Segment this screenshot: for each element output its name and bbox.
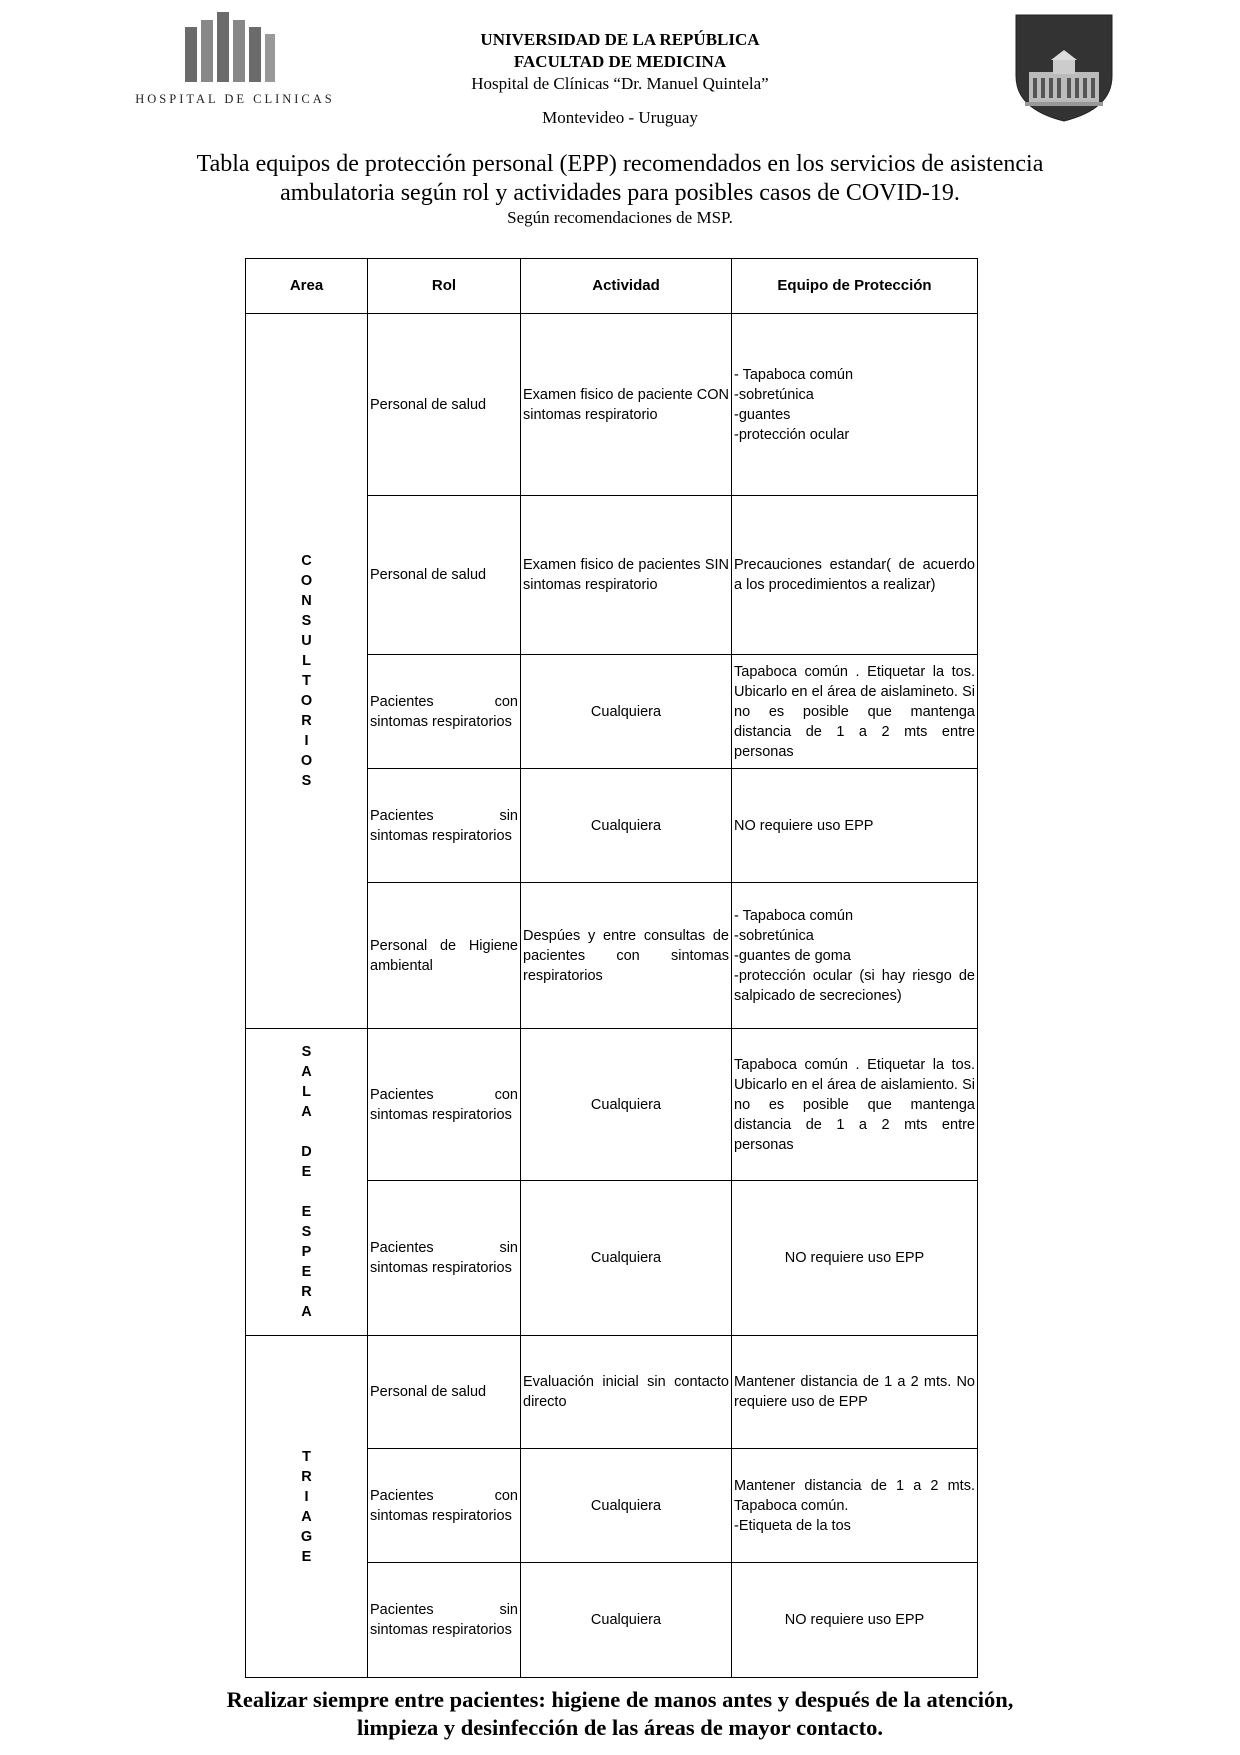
university-crest-icon bbox=[1015, 14, 1113, 122]
document-subtitle: Según recomendaciones de MSP. bbox=[507, 208, 733, 227]
table-header-row bbox=[246, 259, 978, 314]
cell-rol: Pacientes sin sintomas respiratorios bbox=[368, 769, 521, 883]
cell-rol: Personal de Higiene ambiental bbox=[368, 883, 521, 1029]
hospital-logo-bars-icon bbox=[185, 12, 275, 82]
area-triage: T R I A G E bbox=[246, 1336, 368, 1678]
cell-equipo: NO requiere uso EPP bbox=[732, 769, 978, 883]
title-line-2: ambulatoria según rol y actividades para posibles casos de COVID-19. bbox=[280, 180, 960, 206]
cell-equipo: Mantener distancia de 1 a 2 mts. No requiere uso de EPP bbox=[732, 1336, 978, 1449]
cell-equipo: Tapaboca común . Etiquetar la tos. Ubicarlo en el área de aislamineto. Si no es posible que mantenga distancia de 1 a 2 mts entre personas bbox=[732, 655, 978, 769]
city-name: Montevideo - Uruguay bbox=[542, 108, 698, 127]
table-row bbox=[246, 1029, 978, 1181]
cell-rol: Pacientes con sintomas respiratorios bbox=[368, 1449, 521, 1563]
title-line-1: Tabla equipos de protección personal (EPP) recomendados en los servicios de asistencia bbox=[196, 151, 1044, 177]
cell-actividad: Cualquiera bbox=[521, 655, 732, 769]
footer-note bbox=[120, 1686, 1120, 1742]
cell-equipo: Precauciones estandar( de acuerdo a los procedimientos a realizar) bbox=[732, 496, 978, 655]
cell-equipo: NO requiere uso EPP bbox=[732, 1563, 978, 1678]
hospital-name: Hospital de Clínicas “Dr. Manuel Quintela” bbox=[471, 74, 769, 93]
footer-line-1: Realizar siempre entre pacientes: higiene de manos antes y después de la atención, bbox=[226, 1687, 1014, 1712]
cell-actividad: Cualquiera bbox=[521, 1563, 732, 1678]
area-sala-de-espera: S A L A D E E S P E R A bbox=[246, 1029, 368, 1336]
cell-actividad: Cualquiera bbox=[521, 1181, 732, 1336]
epp-table bbox=[245, 258, 978, 1678]
university-name: UNIVERSIDAD DE LA REPÚBLICA bbox=[480, 30, 760, 49]
cell-rol: Pacientes sin sintomas respiratorios bbox=[368, 1181, 521, 1336]
cell-rol: Personal de salud bbox=[368, 496, 521, 655]
cell-actividad: Cualquiera bbox=[521, 1029, 732, 1181]
cell-rol: Pacientes sin sintomas respiratorios bbox=[368, 1563, 521, 1678]
header-equipo: Equipo de Protección bbox=[732, 259, 978, 314]
table-row bbox=[246, 314, 978, 496]
cell-equipo: - Tapaboca común -sobretúnica -guantes de goma -protección ocular (si hay riesgo de salpicado de secreciones) bbox=[732, 883, 978, 1029]
cell-equipo: - Tapaboca común -sobretúnica -guantes -protección ocular bbox=[732, 314, 978, 496]
cell-actividad: Examen fisico de pacientes SIN sintomas respiratorio bbox=[521, 496, 732, 655]
table-row bbox=[246, 1336, 978, 1449]
header-area: Area bbox=[246, 259, 368, 314]
cell-equipo: Mantener distancia de 1 a 2 mts. Tapaboca común. -Etiqueta de la tos bbox=[732, 1449, 978, 1563]
cell-actividad: Examen fisico de paciente CON sintomas respiratorio bbox=[521, 314, 732, 496]
cell-rol: Pacientes con sintomas respiratorios bbox=[368, 1029, 521, 1181]
cell-actividad: Evaluación inicial sin contacto directo bbox=[521, 1336, 732, 1449]
footer-line-2: limpieza y desinfección de las áreas de mayor contacto. bbox=[357, 1715, 883, 1740]
cell-actividad: Despúes y entre consultas de pacientes con sintomas respiratorios bbox=[521, 883, 732, 1029]
cell-actividad: Cualquiera bbox=[521, 769, 732, 883]
cell-equipo: Tapaboca común . Etiquetar la tos. Ubicarlo en el área de aislamiento. Si no es posible que mantenga distancia de 1 a 2 mts entre personas bbox=[732, 1029, 978, 1181]
cell-actividad: Cualquiera bbox=[521, 1449, 732, 1563]
area-consultorios: C O N S U L T O R I O S bbox=[246, 314, 368, 1029]
cell-rol: Pacientes con sintomas respiratorios bbox=[368, 655, 521, 769]
header-rol: Rol bbox=[368, 259, 521, 314]
cell-rol: Personal de salud bbox=[368, 314, 521, 496]
hospital-logo bbox=[130, 12, 340, 112]
cell-equipo: NO requiere uso EPP bbox=[732, 1181, 978, 1336]
hospital-logo-text: HOSPITAL DE CLINICAS bbox=[135, 92, 335, 106]
document-title bbox=[130, 150, 1110, 208]
faculty-name: FACULTAD DE MEDICINA bbox=[513, 52, 727, 71]
header-actividad: Actividad bbox=[521, 259, 732, 314]
cell-rol: Personal de salud bbox=[368, 1336, 521, 1449]
